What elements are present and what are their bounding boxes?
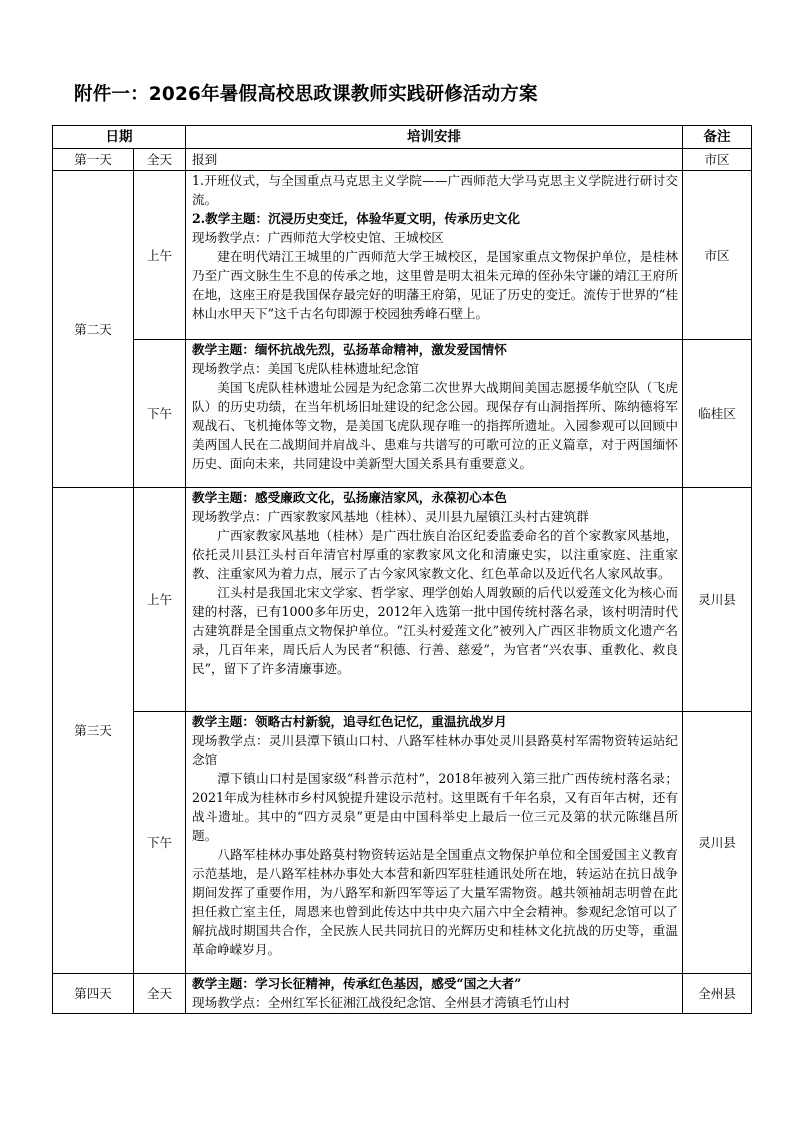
day1-label: 第一天 bbox=[53, 149, 134, 171]
day1-slot: 全天 bbox=[134, 149, 186, 171]
day2-pm-theme: 教学主题：缅怀抗战先烈，弘扬革命精神，激发爱国情怀 bbox=[192, 342, 507, 357]
day2-pm-plan bbox=[186, 340, 683, 488]
day2-pm-desc: 美国飞虎队桂林遗址公园是为纪念第二次世界大战期间美国志愿援华航空队（飞虎队）的历史功绩，在当年机场旧址建设的纪念公园。现保存有山洞指挥所、陈纳德将军观战石、飞机掩体等文物，是美国飞虎队现存唯一的指挥所遗址。入园参观可以回顾中美两国人民在二战期间并肩战斗、患难与共谱写的可歌可泣的正义篇章，对于两国缅怀历史、面向未来，共同建设中美新型大国关系具有重要意义。 bbox=[192, 380, 678, 471]
day2-am-row bbox=[53, 171, 752, 340]
day3-pm-note: 灵川县 bbox=[683, 712, 752, 974]
day2-pm-note: 临桂区 bbox=[683, 340, 752, 488]
page-title: 附件一：2026年暑假高校思政课教师实践研修活动方案 bbox=[74, 84, 538, 105]
day4-theme: 教学主题：学习长征精神，传承红色基因，感受“国之大者” bbox=[192, 976, 522, 991]
day4-row bbox=[53, 974, 752, 1014]
day2-am-line1: 1.开班仪式，与全国重点马克思主义学院——广西师范大学马克思主义学院进行研讨交流。 bbox=[192, 173, 678, 207]
day3-pm-desc1: 潭下镇山口村是国家级“科普示范村”，2018年被列入第三批广西传统村落名录；2021年成为桂林市乡村风貌提升建设示范村。这里既有千年名泉，又有百年古树，还有战斗遗址。其中的“四方灵泉”更是由中国科举史上最后一位三元及第的状元陈继昌所题。 bbox=[192, 771, 678, 843]
day2-am-desc: 建在明代靖江王城里的广西师范大学王城校区，是国家重点文物保护单位，是桂林乃至广西文脉生生不息的传承之地，这里曾是明太祖朱元璋的侄孙朱守谦的靖江王府所在地，这座王府是我国保存最完好的明藩王府第，见证了历史的变迁。流传于世界的“桂林山水甲天下”这千古名句即源于校园独秀峰石壁上。 bbox=[192, 249, 678, 321]
header-date: 日期 bbox=[53, 126, 186, 149]
day3-am-desc1: 广西家教家风基地（桂林）是广西壮族自治区纪委监委命名的首个家教家风基地，依托灵川县江头村百年清官村厚重的家教家风文化和清廉史实，以注重家庭、注重家教、注重家风为着力点，展示了古今家风家教文化、红色革命以及近代名人家风故事。 bbox=[192, 528, 678, 581]
day3-pm-site: 现场教学点：灵川县潭下镇山口村、八路军桂林办事处灵川县路莫村军需物资转运站纪念馆 bbox=[192, 733, 678, 767]
day1-row bbox=[53, 149, 752, 171]
day1-note: 市区 bbox=[683, 149, 752, 171]
day3-pm-theme: 教学主题：领略古村新貌，追寻红色记忆，重温抗战岁月 bbox=[192, 714, 507, 729]
day3-pm-desc2: 八路军桂林办事处路莫村物资转运站是全国重点文物保护单位和全国爱国主义教育示范基地，是八路军桂林办事处大本营和新四军驻桂通讯处所在地，转运站在抗日战争期间发挥了重要作用，为八路军和新四军等运了大量军需物资。越共领袖胡志明曾在此担任救亡室主任，周恩来也曾到此传达中共中央六届六中全会精神。参观纪念馆可以了解抗战时期国共合作，全民族人民共同抗日的光辉历史和桂林文化抗战的历史等，重温革命峥嵘岁月。 bbox=[192, 847, 678, 957]
day4-label: 第四天 bbox=[53, 974, 134, 1014]
header-row bbox=[53, 126, 752, 149]
day3-am-desc2: 江头村是我国北宋文学家、哲学家、理学创始人周敦颐的后代以爱莲文化为核心而建的村落，已有1000多年历史，2012年入选第一批中国传统村落名录，该村明清时代古建筑群是全国重点文物保护单位。“江头村爱莲文化”被列入广西区非物质文化遗产名录，几百年来，周氏后人为民者“积德、行善、慈爱”，为官者“兴农事、重教化、救良民”，留下了许多清廉事迹。 bbox=[192, 585, 678, 676]
day4-note: 全州县 bbox=[683, 974, 752, 1014]
day3-am-site: 现场教学点：广西家教家风基地（桂林）、灵川县九屋镇江头村古建筑群 bbox=[192, 509, 589, 524]
day3-am-theme: 教学主题：感受廉政文化，弘扬廉洁家风，永葆初心本色 bbox=[192, 490, 507, 505]
day2-am-line2-text: 2.教学主题：沉浸历史变迁，体验华夏文明，传承历史文化 bbox=[192, 211, 520, 226]
day4-slot: 全天 bbox=[134, 974, 186, 1014]
day2-pm-site: 现场教学点：美国飞虎队桂林遗址纪念馆 bbox=[192, 361, 419, 376]
day3-am-slot: 上午 bbox=[134, 488, 186, 712]
day4-plan bbox=[186, 974, 683, 1014]
day3-am-plan bbox=[186, 488, 683, 712]
day2-am-note: 市区 bbox=[683, 171, 752, 340]
header-plan: 培训安排 bbox=[186, 126, 683, 149]
day3-am-note: 灵川县 bbox=[683, 488, 752, 712]
header-note: 备注 bbox=[683, 126, 752, 149]
day3-pm-row bbox=[53, 712, 752, 974]
day2-pm-row bbox=[53, 340, 752, 488]
day3-label: 第三天 bbox=[53, 488, 134, 974]
day2-am-line2 bbox=[192, 209, 678, 228]
day3-am-row bbox=[53, 488, 752, 712]
day2-pm-slot: 下午 bbox=[134, 340, 186, 488]
day3-pm-slot: 下午 bbox=[134, 712, 186, 974]
day4-site: 现场教学点：全州红军长征湘江战役纪念馆、全州县才湾镇毛竹山村 bbox=[192, 995, 570, 1010]
day1-plan: 报到 bbox=[186, 149, 683, 171]
day2-am-slot: 上午 bbox=[134, 171, 186, 340]
day2-label: 第二天 bbox=[53, 171, 134, 488]
day2-am-site: 现场教学点：广西师范大学校史馆、王城校区 bbox=[192, 230, 444, 245]
day3-pm-plan bbox=[186, 712, 683, 974]
schedule-table bbox=[52, 125, 752, 1014]
day2-am-plan bbox=[186, 171, 683, 340]
